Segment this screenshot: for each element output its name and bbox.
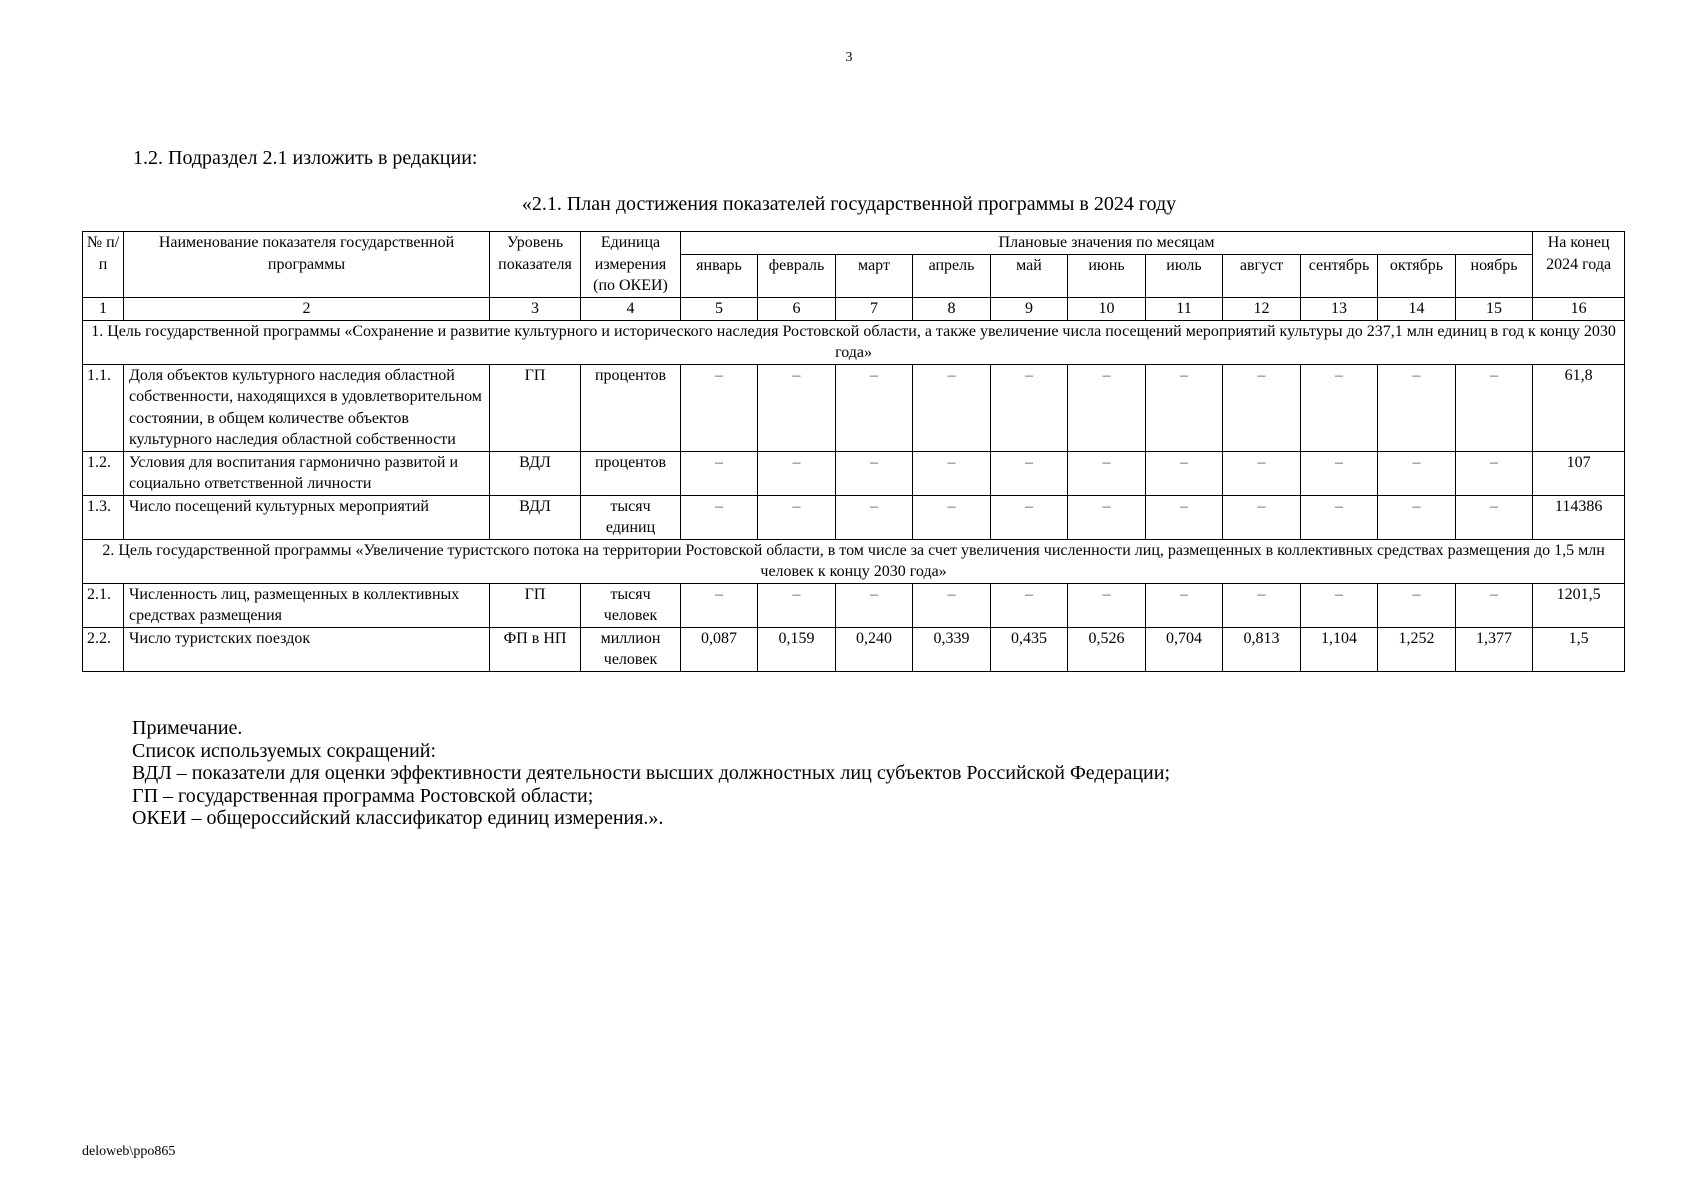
table-row: [83, 627, 1625, 671]
header-month: октябрь: [1378, 254, 1456, 297]
goal-title: 2. Цель государственной программы «Увеличение туристского потока на территории Ростовской области, в том числе за счет увеличения численности лиц, размещенных в коллективных средствах размещения до 1,5 млн человек к концу 2030 года»: [83, 539, 1625, 583]
column-number: 7: [836, 297, 913, 320]
month-value: –: [913, 495, 991, 539]
month-value: –: [913, 451, 991, 495]
month-value: 1,104: [1301, 627, 1378, 671]
row-number: 2.1.: [83, 583, 124, 627]
header-month: январь: [681, 254, 758, 297]
header-end-of-year: На конец 2024 года: [1533, 232, 1625, 298]
header-month: май: [991, 254, 1068, 297]
month-value: 0,704: [1146, 627, 1223, 671]
indicator-name: Условия для воспитания гармонично развитой и социально ответственной личности: [124, 451, 490, 495]
month-value: –: [758, 364, 836, 451]
header-month: апрель: [913, 254, 991, 297]
month-value: –: [1301, 451, 1378, 495]
month-value: 0,159: [758, 627, 836, 671]
end-of-year-value: 107: [1533, 451, 1625, 495]
header-level: Уровень показателя: [490, 232, 581, 298]
month-value: –: [1378, 495, 1456, 539]
month-value: –: [836, 364, 913, 451]
header-month: июль: [1146, 254, 1223, 297]
column-number: 6: [758, 297, 836, 320]
month-value: –: [758, 495, 836, 539]
month-value: –: [836, 495, 913, 539]
header-monthly: Плановые значения по месяцам: [681, 232, 1533, 255]
column-number: 8: [913, 297, 991, 320]
month-value: –: [1378, 364, 1456, 451]
row-number: 2.2.: [83, 627, 124, 671]
indicator-name: Число туристских поездок: [124, 627, 490, 671]
column-number: 10: [1068, 297, 1146, 320]
month-value: –: [991, 451, 1068, 495]
header-month: ноябрь: [1456, 254, 1533, 297]
table-row: [83, 583, 1625, 627]
table-title: «2.1. План достижения показателей государственной программы в 2024 году: [521, 193, 1177, 215]
month-value: –: [1456, 495, 1533, 539]
column-number: 16: [1533, 297, 1625, 320]
month-value: 1,377: [1456, 627, 1533, 671]
row-number: 1.1.: [83, 364, 124, 451]
header-unit: Единица измерения (по ОКЕИ): [581, 232, 681, 298]
month-value: –: [681, 451, 758, 495]
column-number: 11: [1146, 297, 1223, 320]
column-number: 2: [124, 297, 490, 320]
end-of-year-value: 61,8: [1533, 364, 1625, 451]
month-value: –: [1301, 495, 1378, 539]
note-line: ВДЛ – показатели для оценки эффективности деятельности высших должностных лиц субъектов Российской Федерации;: [132, 762, 1171, 784]
column-number: 3: [490, 297, 581, 320]
month-value: –: [758, 451, 836, 495]
indicator-unit: процентов: [581, 451, 681, 495]
month-value: –: [1301, 364, 1378, 451]
column-number: 15: [1456, 297, 1533, 320]
column-number: 12: [1223, 297, 1301, 320]
indicator-level: ФП в НП: [490, 627, 581, 671]
month-value: –: [1223, 451, 1301, 495]
month-value: –: [991, 583, 1068, 627]
header-month: март: [836, 254, 913, 297]
month-value: –: [836, 583, 913, 627]
notes: [132, 717, 1170, 830]
column-number: 9: [991, 297, 1068, 320]
table-row: [83, 451, 1625, 495]
month-value: –: [1456, 451, 1533, 495]
month-value: –: [1146, 451, 1223, 495]
month-value: –: [1146, 364, 1223, 451]
end-of-year-value: 1201,5: [1533, 583, 1625, 627]
column-number: 13: [1301, 297, 1378, 320]
row-number: 1.2.: [83, 451, 124, 495]
month-value: –: [681, 495, 758, 539]
header-month: февраль: [758, 254, 836, 297]
header-name: Наименование показателя государственной программы: [124, 232, 490, 298]
month-value: –: [1378, 583, 1456, 627]
note-line: Примечание.: [132, 717, 243, 739]
month-value: 0,813: [1223, 627, 1301, 671]
table-row: [83, 495, 1625, 539]
month-value: 0,087: [681, 627, 758, 671]
header-no: № п/п: [83, 232, 124, 298]
month-value: –: [1146, 495, 1223, 539]
goal-row: [83, 539, 1625, 583]
month-value: –: [681, 583, 758, 627]
month-value: –: [1456, 364, 1533, 451]
plan-table: [82, 231, 1625, 672]
month-value: 1,252: [1378, 627, 1456, 671]
indicator-name: Численность лиц, размещенных в коллективных средствах размещения: [124, 583, 490, 627]
month-value: –: [1223, 364, 1301, 451]
indicator-unit: миллион человек: [581, 627, 681, 671]
month-value: –: [1223, 495, 1301, 539]
column-number: 1: [83, 297, 124, 320]
table-row: [83, 364, 1625, 451]
month-value: 0,240: [836, 627, 913, 671]
indicator-name: Число посещений культурных мероприятий: [124, 495, 490, 539]
page-number: 3: [845, 50, 853, 65]
indicator-name: Доля объектов культурного наследия областной собственности, находящихся в удовлетворительном состоянии, в общем количестве объектов культурного наследия областной собственности: [124, 364, 490, 451]
goal-row: [83, 320, 1625, 364]
month-value: 0,526: [1068, 627, 1146, 671]
month-value: 0,339: [913, 627, 991, 671]
month-value: 0,435: [991, 627, 1068, 671]
indicator-level: ВДЛ: [490, 451, 581, 495]
month-value: –: [1068, 495, 1146, 539]
month-value: –: [1068, 364, 1146, 451]
month-value: –: [1378, 451, 1456, 495]
indicator-level: ВДЛ: [490, 495, 581, 539]
month-value: –: [1068, 451, 1146, 495]
indicator-level: ГП: [490, 364, 581, 451]
row-number: 1.3.: [83, 495, 124, 539]
header-month: август: [1223, 254, 1301, 297]
column-number: 5: [681, 297, 758, 320]
month-value: –: [1146, 583, 1223, 627]
header-month: сентябрь: [1301, 254, 1378, 297]
month-value: –: [1301, 583, 1378, 627]
note-line: Список используемых сокращений:: [132, 739, 437, 762]
goal-title: 1. Цель государственной программы «Сохранение и развитие культурного и исторического наследия Ростовской области, а также увеличение числа посещений мероприятий культуры до 237,1 млн единиц в год к концу 2030 года»: [83, 320, 1625, 364]
month-value: –: [1223, 583, 1301, 627]
indicator-level: ГП: [490, 583, 581, 627]
month-value: –: [913, 583, 991, 627]
column-number: 14: [1378, 297, 1456, 320]
month-value: –: [913, 364, 991, 451]
month-value: –: [836, 451, 913, 495]
note-line: ГП – государственная программа Ростовской области;: [132, 784, 594, 807]
indicator-unit: процентов: [581, 364, 681, 451]
month-value: –: [1068, 583, 1146, 627]
header-month: июнь: [1068, 254, 1146, 297]
indicator-unit: тысяч единиц: [581, 495, 681, 539]
footer-code: deloweb\ppo865: [82, 1144, 176, 1159]
column-number: 4: [581, 297, 681, 320]
end-of-year-value: 114386: [1533, 495, 1625, 539]
intro-paragraph: 1.2. Подраздел 2.1 изложить в редакции:: [133, 147, 478, 169]
month-value: –: [1456, 583, 1533, 627]
end-of-year-value: 1,5: [1533, 627, 1625, 671]
month-value: –: [758, 583, 836, 627]
note-line: ОКЕИ – общероссийский классификатор единиц измерения.».: [132, 807, 664, 829]
month-value: –: [991, 364, 1068, 451]
month-value: –: [991, 495, 1068, 539]
month-value: –: [681, 364, 758, 451]
indicator-unit: тысяч человек: [581, 583, 681, 627]
